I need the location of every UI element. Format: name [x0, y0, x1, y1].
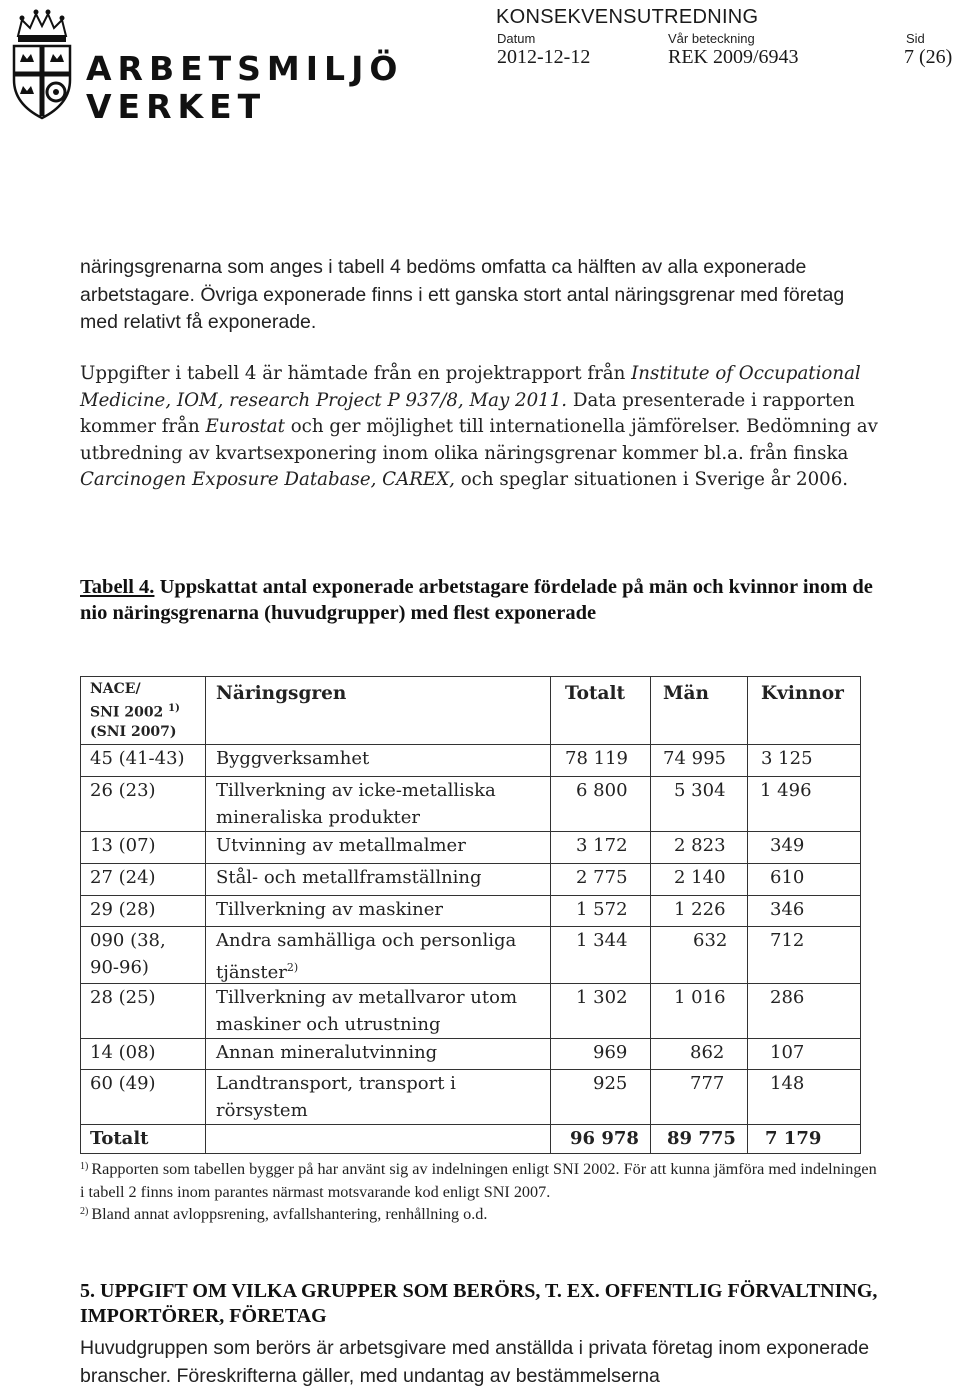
table-cell-sector: Landtransport, transport i rörsystem [216, 1073, 456, 1121]
exposure-table [80, 676, 860, 1154]
p2-source-italic: Institute of Occupational Medicine, IOM, research Project P 937/8, May 2011. [80, 363, 861, 411]
table-cell-total: 3 172 [576, 835, 628, 856]
table-cell-total: 2 775 [576, 867, 628, 888]
table-cell-women: 346 [770, 899, 805, 920]
doc-date: 2012-12-12 [497, 46, 591, 68]
totals-men: 89 775 [667, 1128, 736, 1149]
section-5-text: Huvudgruppen som berörs är arbetsgivare med anställda i privata företag inom exponerade branscher. Föreskrifterna gäller, med undantag av bestämmelserna [80, 1337, 870, 1387]
table-cell-men: 74 995 [663, 748, 726, 769]
table-cell-code: 13 (07) [90, 835, 156, 856]
table-cell-women: 712 [770, 930, 805, 951]
table-cell-sector: Tillverkning av icke-metalliska mineraliska produkter [216, 780, 496, 828]
page-label: Sid [906, 31, 925, 46]
table-cell-sector: Utvinning av metallmalmer [216, 835, 466, 856]
col-header-women: Kvinnor [761, 683, 844, 704]
doc-type: KONSEKVENSUTREDNING [496, 6, 759, 28]
org-logo-text [86, 50, 403, 126]
table-cell-sector: Tillverkning av metallvaror utom maskiner och utrustning [216, 987, 518, 1035]
ref-label: Vår beteckning [668, 31, 755, 46]
footnote-1-mark: 1) [80, 1161, 89, 1172]
p2-text-a: Uppgifter i tabell 4 är hämtade från en projektrapport från [80, 363, 632, 384]
col-header-sector: Näringsgren [216, 683, 347, 704]
table-cell-sector: Annan mineralutvinning [216, 1042, 438, 1063]
col-header-nace: NACE/ SNI 2002 $^{1)}$ (SNI 2007) [90, 681, 180, 740]
paragraph-1-text: näringsgrenarna som anges i tabell 4 bedöms omfatta ca hälften av alla exponerade arbetstagare. Övriga exponerade finns i ett ganska stort antal näringsgrenar med företag med relativt få exponerade. [80, 256, 845, 333]
table-cell-code: 26 (23) [90, 780, 156, 801]
p2-carex-italic: Carcinogen Exposure Database, CAREX, [80, 469, 455, 490]
footnote-2-mark: 2) [80, 1206, 89, 1217]
table-caption-text: Uppskattat antal exponerade arbetstagare fördelade på män och kvinnor inom de nio näringsgrenarna (huvudgrupper) med flest exponerade [80, 576, 873, 624]
table-cell-code: 45 (41-43) [90, 748, 185, 769]
totals-label: Totalt [90, 1128, 149, 1149]
doc-reference: REK 2009/6943 [668, 46, 799, 68]
table-cell-code: 090 (38, 90-96) [90, 930, 166, 978]
table-cell-code: 60 (49) [90, 1073, 156, 1094]
section-5-paragraph [80, 1335, 880, 1390]
totals-total: 96 978 [570, 1128, 639, 1149]
paragraph-2 [80, 361, 880, 494]
table-cell-sector: Stål- och metallframställning [216, 867, 482, 888]
table-cell-men: 5 304 [674, 780, 726, 801]
table-cell-women: 3 125 [761, 748, 813, 769]
org-line-1: ARBETSMILJÖ [86, 49, 404, 88]
table-cell-code: 27 (24) [90, 867, 156, 888]
table-cell-men: 1 016 [674, 987, 726, 1008]
table-caption [80, 574, 900, 626]
p2-text-c: Data presenterade i rapporten kommer från [80, 389, 855, 437]
table-cell-women: 349 [770, 835, 805, 856]
table-cell-total: 969 [593, 1042, 628, 1063]
table-cell-code: 28 (25) [90, 987, 156, 1008]
p2-eurostat-italic: Eurostat [205, 416, 285, 437]
table-cell-women: 286 [770, 987, 805, 1008]
col-header-total: Totalt [565, 683, 626, 704]
col-header-men: Män [663, 683, 709, 704]
paragraph-1 [80, 254, 880, 337]
table-cell-sector: Byggverksamhet [216, 748, 370, 769]
table-cell-women: 1 496 [760, 780, 812, 801]
table-cell-sector: Andra samhälliga och personliga tjänster$^{2)}$ [216, 930, 517, 983]
table-cell-total: 1 344 [576, 930, 628, 951]
table-cell-men: 862 [690, 1042, 725, 1063]
table-cell-total: 6 800 [576, 780, 628, 801]
table-cell-code: 29 (28) [90, 899, 156, 920]
table-cell-women: 107 [770, 1042, 805, 1063]
table-cell-men: 777 [690, 1073, 725, 1094]
table-cell-men: 2 823 [674, 835, 726, 856]
table-cell-total: 925 [593, 1073, 628, 1094]
p2-text-e: och ger möjlighet till internationella jämförelser. Bedömning av utbredning av kvartsexponering inom olika näringsgrenar kommer bl.a. från finska [80, 416, 878, 464]
p2-text-g: och speglar situationen i Sverige år 2006. [454, 469, 849, 490]
section-5-heading: 5. UPPGIFT OM VILKA GRUPPER SOM BERÖRS, T. EX. OFFENTLIG FÖRVALTNING, IMPORTÖRER, FÖRETAG [80, 1280, 878, 1327]
table-cell-women: 610 [770, 867, 805, 888]
table-cell-men: 632 [693, 930, 728, 951]
table-cell-men: 1 226 [674, 899, 726, 920]
org-line-2: VERKET [86, 87, 267, 126]
footnote-1-text: Rapporten som tabellen bygger på har använt sig av indelningen enligt SNI 2002. För att kunna jämföra med indelningen i tabell 2 finns inom parantes närmast motsvarande kod enligt SNI 2007. [80, 1160, 877, 1201]
crest-icon [6, 6, 78, 124]
table-cell-total: 1 302 [576, 987, 628, 1008]
totals-women: 7 179 [765, 1128, 822, 1149]
table-cell-sector: Tillverkning av maskiner [216, 899, 443, 920]
footnote-1 [80, 1155, 880, 1204]
footnote-2-text: Bland annat avloppsrening, avfallshantering, renhållning o.d. [91, 1205, 488, 1223]
table-cell-code: 14 (08) [90, 1042, 156, 1063]
table-cell-total: 1 572 [576, 899, 628, 920]
footnote-2 [80, 1200, 880, 1226]
page-number: 7 (26) [904, 46, 953, 68]
table-cell-men: 2 140 [674, 867, 726, 888]
table-caption-label: Tabell 4. [80, 576, 155, 598]
table-cell-total: 78 119 [565, 748, 628, 769]
date-label: Datum [497, 31, 536, 46]
table-cell-women: 148 [770, 1073, 805, 1094]
